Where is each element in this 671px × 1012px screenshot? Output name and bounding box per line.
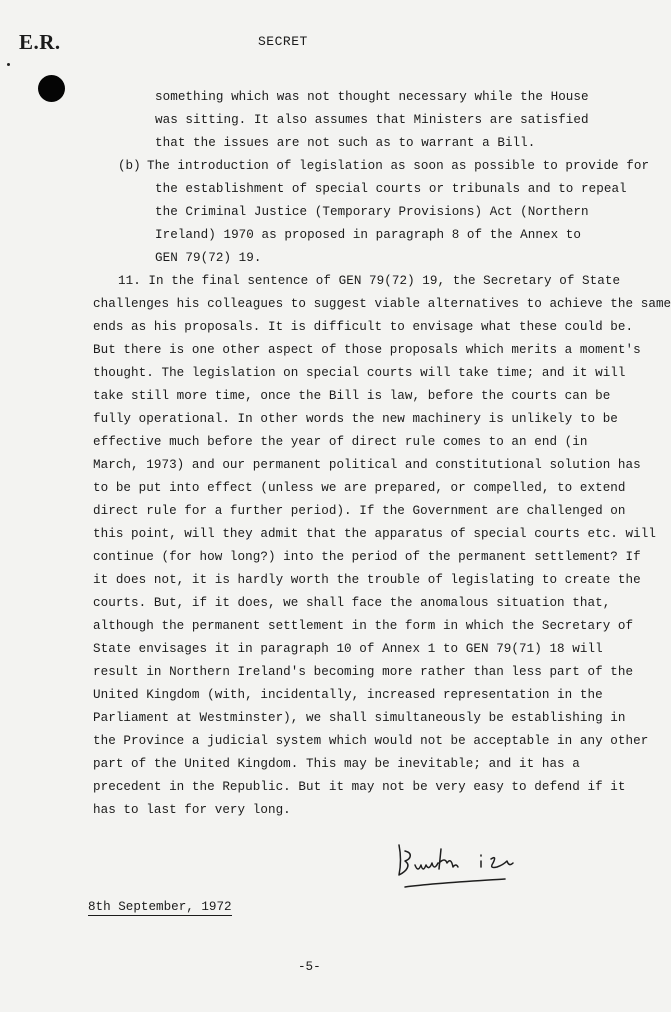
paragraph-line: thought. The legislation on special courts will take time; and it will xyxy=(93,366,626,380)
paragraph-line: Parliament at Westminster), we shall simultaneously be establishing in xyxy=(93,711,626,725)
body-line: that the issues are not such as to warrant a Bill. xyxy=(155,136,536,150)
paragraph-line: fully operational. In other words the new machinery is unlikely to be xyxy=(93,412,618,426)
body-line: Ireland) 1970 as proposed in paragraph 8 of the Annex to xyxy=(155,228,582,242)
handwritten-signature xyxy=(395,835,525,895)
body-line: the establishment of special courts or tribunals and to repeal xyxy=(155,182,627,196)
paragraph-line: effective much before the year of direct rule comes to an end (in xyxy=(93,435,588,449)
paragraph-line: this point, will they admit that the apparatus of special courts etc. will xyxy=(93,527,656,541)
document-date: 8th September, 1972 xyxy=(88,900,232,914)
punch-hole xyxy=(38,75,65,102)
paragraph-line: although the permanent settlement in the form in which the Secretary of xyxy=(93,619,634,633)
paragraph-line: take still more time, once the Bill is law, before the courts can be xyxy=(93,389,611,403)
paragraph-line: direct rule for a further period). If the Government are challenged on xyxy=(93,504,626,518)
paragraph-line: precedent in the Republic. But it may not be very easy to defend if it xyxy=(93,780,626,794)
paragraph-line: challenges his colleagues to suggest viable alternatives to achieve the same xyxy=(93,297,671,311)
page-number: -5- xyxy=(298,960,321,974)
body-line: GEN 79(72) 19. xyxy=(155,251,262,265)
paragraph-line: ends as his proposals. It is difficult to envisage what these could be. xyxy=(93,320,634,334)
paragraph-line: courts. But, if it does, we shall face the anomalous situation that, xyxy=(93,596,611,610)
body-line: the Criminal Justice (Temporary Provisions) Act (Northern xyxy=(155,205,589,219)
item-label: (b) xyxy=(118,159,141,173)
classification-marking: SECRET xyxy=(258,34,308,49)
paragraph-line: the Province a judicial system which would not be acceptable in any other xyxy=(93,734,649,748)
paragraph-line: But there is one other aspect of those proposals which merits a moment's xyxy=(93,343,641,357)
paragraph-line: to be put into effect (unless we are prepared, or compelled, to extend xyxy=(93,481,626,495)
paragraph-line: 11. In the final sentence of GEN 79(72) 19, the Secretary of State xyxy=(118,274,621,288)
paragraph-line: United Kingdom (with, incidentally, increased representation in the xyxy=(93,688,603,702)
paragraph-line: continue (for how long?) into the period of the permanent settlement? If xyxy=(93,550,641,564)
paragraph-line: State envisages it in paragraph 10 of Annex 1 to GEN 79(71) 18 will xyxy=(93,642,603,656)
paragraph-line: has to last for very long. xyxy=(93,803,291,817)
paragraph-line: result in Northern Ireland's becoming more rather than less part of the xyxy=(93,665,634,679)
corner-initials: E.R. xyxy=(19,30,61,54)
body-line: The introduction of legislation as soon as possible to provide for xyxy=(147,159,650,173)
paragraph-line: part of the United Kingdom. This may be inevitable; and it has a xyxy=(93,757,580,771)
body-line: was sitting. It also assumes that Ministers are satisfied xyxy=(155,113,589,127)
body-line: something which was not thought necessary while the House xyxy=(155,90,589,104)
paragraph-line: March, 1973) and our permanent political and constitutional solution has xyxy=(93,458,641,472)
corner-dot xyxy=(7,63,10,66)
paragraph-line: it does not, it is hardly worth the trouble of legislating to create the xyxy=(93,573,641,587)
